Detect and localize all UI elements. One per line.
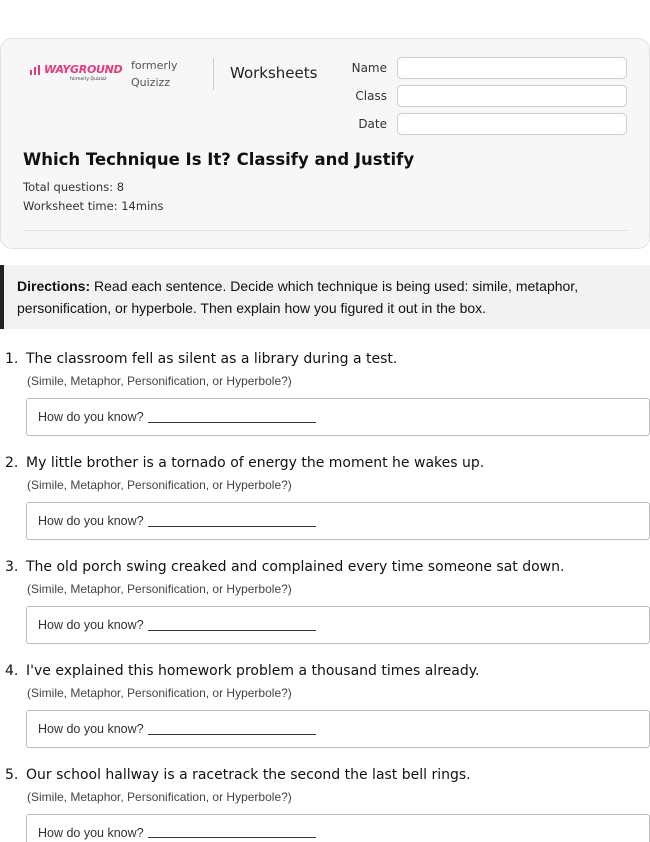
answer-box[interactable]	[26, 710, 650, 748]
question-number: 1.	[5, 351, 19, 367]
answer-box[interactable]	[26, 606, 650, 644]
answer-line	[148, 826, 316, 838]
question-text: I've explained this homework problem a thousand times already.	[26, 663, 480, 679]
directions-box	[0, 265, 650, 329]
question-hint: (Simile, Metaphor, Personification, or Hyperbole?)	[27, 686, 292, 700]
header-bottom-divider	[23, 230, 627, 231]
date-label: Date	[358, 117, 387, 131]
section-title: Worksheets	[230, 64, 318, 82]
question-number: 4.	[5, 663, 19, 679]
name-label: Name	[351, 61, 387, 75]
formerly-label: formerly	[131, 59, 178, 72]
class-field[interactable]	[397, 85, 627, 107]
question-text: The old porch swing creaked and complained every time someone sat down.	[26, 559, 565, 575]
question-text: Our school hallway is a racetrack the second the last bell rings.	[26, 767, 471, 783]
answer-prompt: How do you know?	[38, 410, 144, 424]
answer-box[interactable]	[26, 502, 650, 540]
name-field[interactable]	[397, 57, 627, 79]
question-number: 2.	[5, 455, 19, 471]
question-text: The classroom fell as silent as a library during a test.	[26, 351, 398, 367]
worksheet-time: Worksheet time: 14mins	[23, 199, 164, 213]
question-hint: (Simile, Metaphor, Personification, or Hyperbole?)	[27, 790, 292, 804]
date-field[interactable]	[397, 113, 627, 135]
question-number: 5.	[5, 767, 19, 783]
directions-text: Read each sentence. Decide which technique is being used: simile, metaphor, personification, or hyperbole. Then explain how you figured it out in the box.	[17, 278, 579, 316]
question-hint: (Simile, Metaphor, Personification, or Hyperbole?)	[27, 374, 292, 388]
total-questions: Total questions: 8	[23, 180, 125, 194]
question-3	[5, 559, 564, 575]
answer-box[interactable]	[26, 814, 650, 842]
answer-prompt: How do you know?	[38, 722, 144, 736]
answer-box[interactable]	[26, 398, 650, 436]
question-2	[5, 455, 484, 471]
header-divider	[213, 58, 214, 90]
former-name: Quizizz	[131, 76, 171, 89]
wayground-logo[interactable]	[30, 63, 123, 87]
question-5	[5, 767, 471, 783]
question-hint: (Simile, Metaphor, Personification, or Hyperbole?)	[27, 582, 292, 596]
question-hint: (Simile, Metaphor, Personification, or Hyperbole?)	[27, 478, 292, 492]
logo-text: WAYGROUND	[44, 63, 123, 76]
logo-subtext: formerly Quizizz	[70, 77, 107, 82]
answer-line	[148, 619, 316, 631]
formerly-note	[131, 57, 201, 91]
question-text: My little brother is a tornado of energy the moment he wakes up.	[26, 455, 485, 471]
answer-line	[148, 411, 316, 423]
answer-line	[148, 723, 316, 735]
directions-label: Directions:	[17, 278, 91, 294]
worksheet-title: Which Technique Is It? Classify and Justify	[23, 150, 415, 169]
logo-bars-icon	[30, 65, 40, 75]
question-4	[5, 663, 479, 679]
class-label: Class	[355, 89, 387, 103]
answer-line	[148, 515, 316, 527]
answer-prompt: How do you know?	[38, 826, 144, 840]
question-number: 3.	[5, 559, 19, 575]
question-1	[5, 351, 397, 367]
answer-prompt: How do you know?	[38, 514, 144, 528]
answer-prompt: How do you know?	[38, 618, 144, 632]
